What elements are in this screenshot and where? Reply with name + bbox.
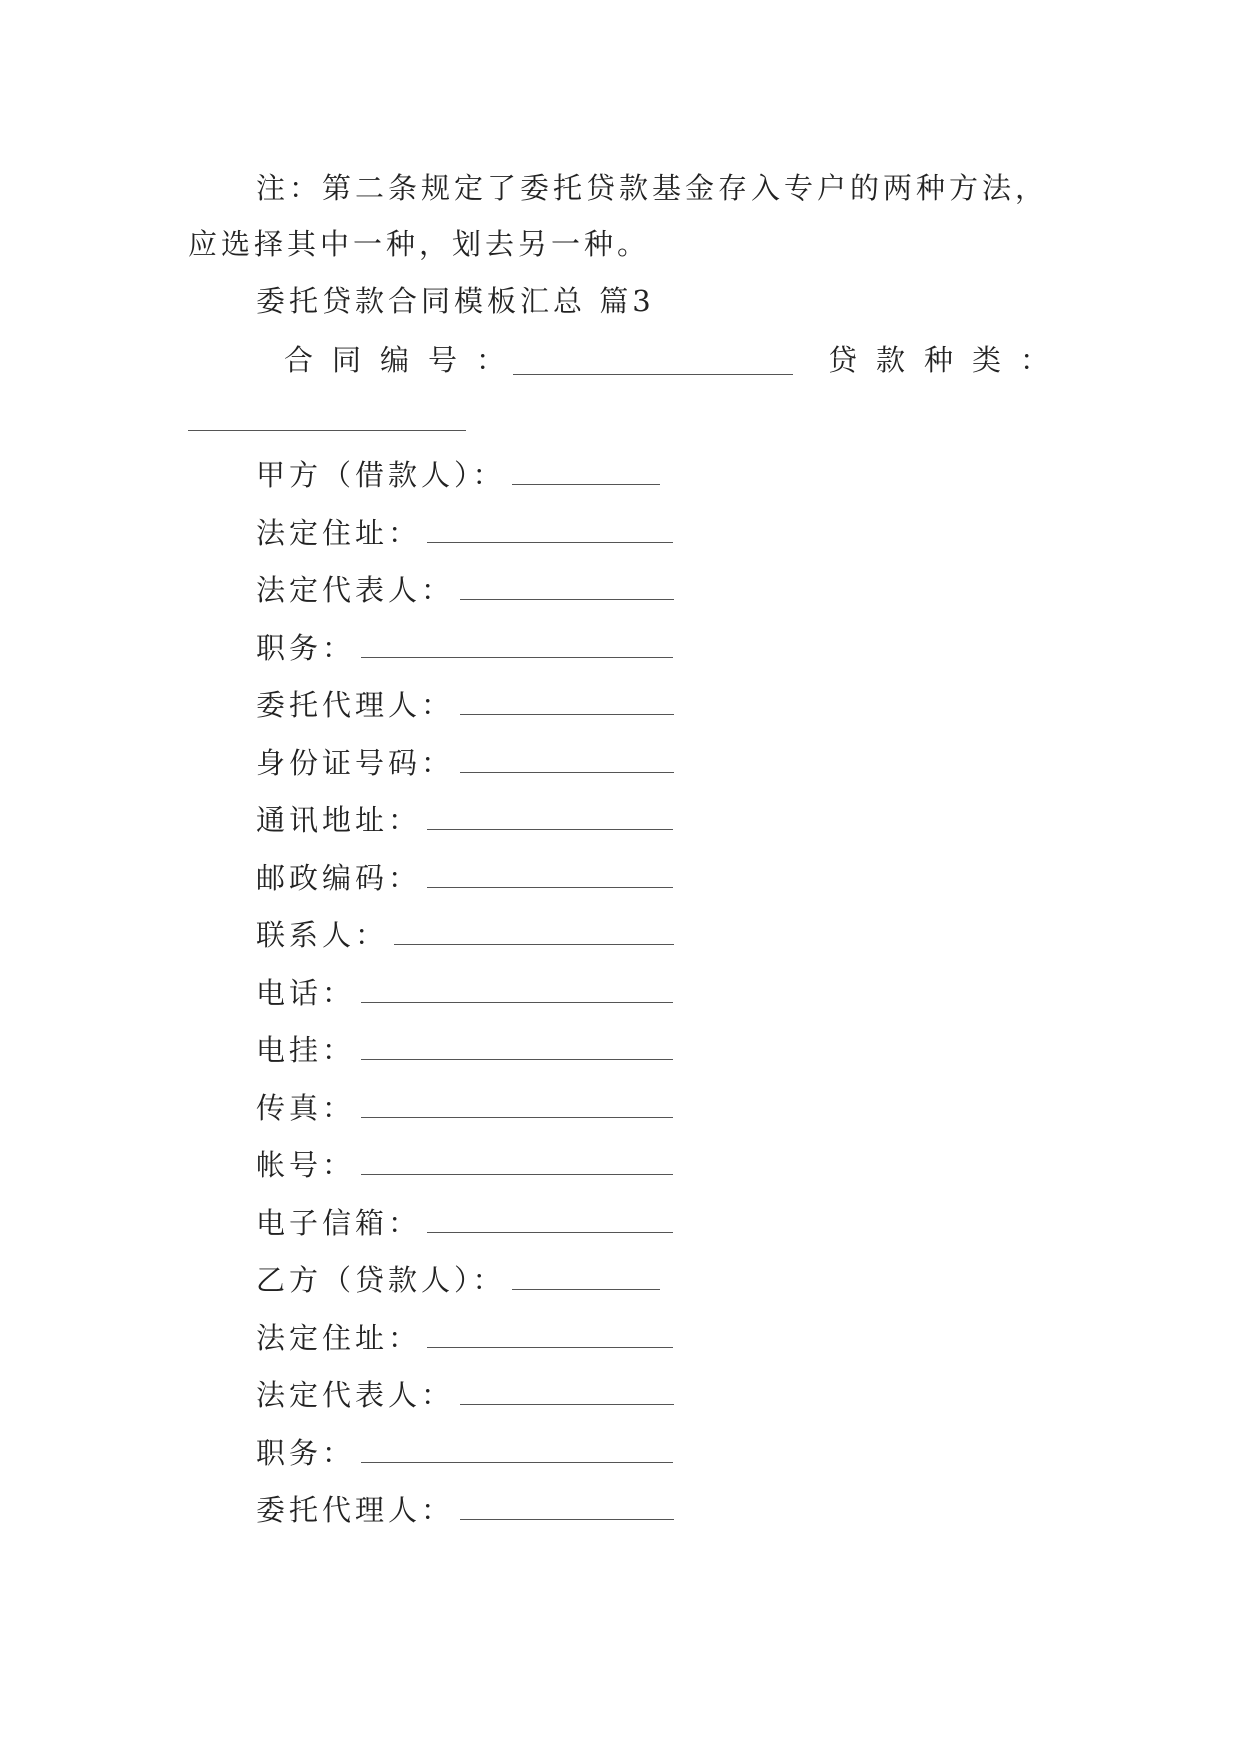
field-label: 联系人： — [256, 918, 389, 952]
field-blank — [512, 1259, 660, 1290]
field-row — [256, 1489, 674, 1530]
contract-number-label: 合同编号： — [284, 343, 525, 377]
field-label: 乙方（贷款人）： — [256, 1263, 506, 1297]
field-blank — [361, 1029, 673, 1060]
field-blank — [460, 742, 674, 773]
field-label: 法定住址： — [256, 1321, 422, 1355]
field-blank — [361, 1087, 673, 1118]
field-label: 通讯地址： — [256, 803, 422, 837]
note-line-1: 注：第二条规定了委托贷款基金存入专户的两种方法， — [256, 171, 1049, 205]
field-label: 职务： — [256, 1436, 356, 1470]
section-title: 委托贷款合同模板汇总 篇3 — [256, 284, 655, 318]
field-blank — [427, 1317, 673, 1348]
field-label: 传真： — [256, 1091, 356, 1125]
field-label: 甲方（借款人）： — [256, 458, 506, 492]
field-row — [256, 1029, 673, 1070]
field-blank — [361, 1432, 673, 1463]
field-blank — [361, 1144, 673, 1175]
field-row — [256, 742, 674, 783]
field-row — [256, 1317, 673, 1358]
field-blank — [427, 799, 673, 830]
field-row — [256, 972, 673, 1013]
field-label: 身份证号码： — [256, 746, 455, 780]
field-blank — [427, 857, 673, 888]
field-row — [256, 1432, 673, 1473]
field-row — [256, 512, 673, 553]
field-row — [256, 1202, 673, 1243]
field-row — [256, 914, 674, 955]
field-row — [256, 799, 673, 840]
loan-type-blank — [188, 410, 466, 431]
field-label: 法定代表人： — [256, 1378, 455, 1412]
field-blank — [460, 569, 674, 600]
field-row — [256, 684, 674, 725]
field-blank — [427, 512, 673, 543]
field-label: 法定住址： — [256, 516, 422, 550]
field-label: 委托代理人： — [256, 688, 455, 722]
field-label: 委托代理人： — [256, 1493, 455, 1527]
field-row — [256, 1144, 673, 1185]
field-blank — [394, 914, 674, 945]
field-blank — [460, 1489, 674, 1520]
field-label: 法定代表人： — [256, 573, 455, 607]
field-row — [256, 857, 673, 898]
field-blank — [361, 627, 673, 658]
field-label: 电话： — [256, 976, 356, 1010]
field-blank — [460, 684, 674, 715]
field-row — [256, 1259, 660, 1300]
field-row — [256, 627, 673, 668]
field-row — [256, 1087, 673, 1128]
field-label: 电挂： — [256, 1033, 356, 1067]
field-label: 帐号： — [256, 1148, 356, 1182]
field-blank — [512, 454, 660, 485]
note-line-2: 应选择其中一种，划去另一种。 — [188, 227, 651, 261]
field-label: 电子信箱： — [256, 1206, 422, 1240]
field-label: 职务： — [256, 631, 356, 665]
field-row — [256, 454, 660, 495]
contract-number-blank — [513, 352, 793, 375]
field-blank — [460, 1374, 674, 1405]
field-label: 邮政编码： — [256, 861, 422, 895]
loan-type-label: 贷款种类： — [828, 343, 1069, 377]
field-row — [256, 1374, 674, 1415]
field-blank — [427, 1202, 673, 1233]
field-row — [256, 569, 674, 610]
field-blank — [361, 972, 673, 1003]
